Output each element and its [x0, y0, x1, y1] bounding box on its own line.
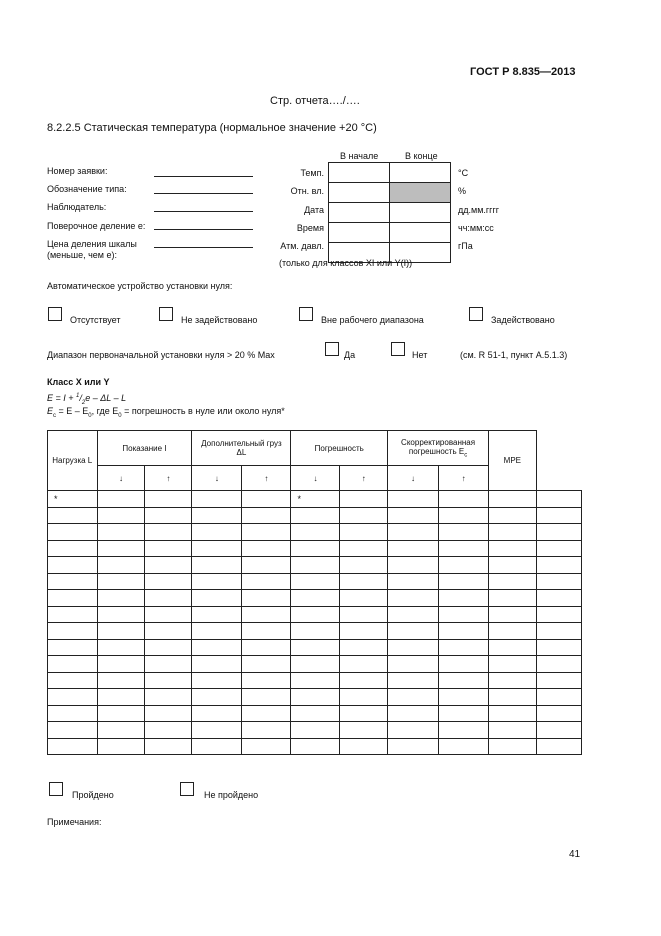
- env-unit-date: дд.мм.гггг: [458, 205, 500, 215]
- table-cell[interactable]: [388, 491, 439, 508]
- field-scale-division: Цена деления шкалы: [47, 239, 137, 249]
- table-cell[interactable]: [439, 722, 489, 739]
- table-cell[interactable]: [536, 672, 581, 689]
- env-unit-pressure: гПа: [458, 241, 473, 251]
- table-cell[interactable]: [489, 491, 536, 508]
- table-cell[interactable]: [97, 557, 145, 574]
- field-type-designation: Обозначение типа:: [47, 184, 127, 194]
- table-cell[interactable]: [489, 689, 536, 706]
- table-cell[interactable]: *: [291, 491, 340, 508]
- field-scale-division-line[interactable]: [154, 247, 253, 248]
- table-cell[interactable]: [388, 705, 439, 722]
- table-row: [48, 606, 582, 623]
- table-cell[interactable]: [489, 705, 536, 722]
- notes-label: Примечания:: [47, 817, 102, 827]
- table-cell[interactable]: [48, 606, 98, 623]
- env-col-end: В конце: [405, 151, 438, 161]
- standard-number: ГОСТ Р 8.835—2013: [470, 66, 576, 78]
- table-cell[interactable]: [97, 722, 145, 739]
- table-cell[interactable]: [242, 722, 291, 739]
- results-table-body: [48, 491, 582, 755]
- table-cell[interactable]: [48, 623, 98, 640]
- field-application-number: Номер заявки:: [47, 166, 108, 176]
- option-no: Нет: [412, 350, 428, 360]
- initial-zero-label: Диапазон первоначальной установки нуля > 20 % Max: [47, 350, 275, 360]
- table-cell[interactable]: [145, 524, 192, 541]
- header-corrected-error: Скорректированная погрешность $E_c$: [388, 431, 489, 466]
- table-cell[interactable]: [145, 672, 192, 689]
- table-cell[interactable]: [48, 722, 98, 739]
- field-type-designation-line[interactable]: [154, 193, 253, 194]
- table-cell[interactable]: [291, 722, 340, 739]
- table-cell[interactable]: [340, 722, 388, 739]
- table-cell[interactable]: [97, 606, 145, 623]
- option-active: Задействовано: [491, 315, 555, 325]
- env-date-end[interactable]: [390, 203, 451, 223]
- report-page: Стр. отчета…./….: [270, 95, 360, 107]
- result-failed: Не пройдено: [204, 790, 259, 800]
- option-out-of-range: Вне рабочего диапазона: [321, 315, 424, 325]
- table-cell[interactable]: [192, 507, 242, 524]
- table-cell[interactable]: [439, 672, 489, 689]
- table-cell[interactable]: [145, 738, 192, 755]
- table-cell[interactable]: [97, 590, 145, 607]
- table-cell[interactable]: [291, 689, 340, 706]
- table-cell[interactable]: [536, 507, 581, 524]
- table-cell[interactable]: [192, 705, 242, 722]
- table-cell[interactable]: [439, 738, 489, 755]
- field-observer-line[interactable]: [154, 211, 253, 212]
- table-cell[interactable]: [536, 689, 581, 706]
- table-cell[interactable]: [439, 491, 489, 508]
- table-cell[interactable]: [439, 606, 489, 623]
- table-cell[interactable]: [291, 656, 340, 673]
- table-cell[interactable]: [192, 623, 242, 640]
- table-cell[interactable]: [536, 573, 581, 590]
- class-title: Класс X или Y: [47, 377, 110, 387]
- table-cell[interactable]: [388, 738, 439, 755]
- table-cell[interactable]: [97, 639, 145, 656]
- table-cell[interactable]: [340, 606, 388, 623]
- env-temp-start[interactable]: [329, 163, 390, 183]
- table-cell[interactable]: [145, 507, 192, 524]
- env-note: (только для классов XI или Y(I)): [279, 258, 413, 268]
- env-col-start: В начале: [340, 151, 379, 161]
- table-cell[interactable]: [291, 507, 340, 524]
- table-cell[interactable]: [489, 672, 536, 689]
- table-cell[interactable]: [145, 722, 192, 739]
- table-cell[interactable]: [192, 557, 242, 574]
- table-cell[interactable]: [242, 623, 291, 640]
- table-cell[interactable]: [48, 540, 98, 557]
- table-cell[interactable]: [48, 639, 98, 656]
- table-cell[interactable]: [489, 540, 536, 557]
- table-cell[interactable]: [536, 722, 581, 739]
- arrow-up-icon: ↑: [242, 466, 291, 491]
- table-cell[interactable]: [340, 573, 388, 590]
- table-cell[interactable]: [536, 639, 581, 656]
- header-extra-load: Дополнительный груз ΔL: [192, 431, 291, 466]
- table-cell[interactable]: [192, 738, 242, 755]
- table-cell[interactable]: *: [48, 491, 98, 508]
- table-cell[interactable]: [97, 689, 145, 706]
- table-row: [48, 507, 582, 524]
- table-cell[interactable]: [242, 491, 291, 508]
- checkbox-not-active[interactable]: [159, 307, 173, 321]
- table-cell[interactable]: [192, 689, 242, 706]
- table-cell[interactable]: [242, 656, 291, 673]
- table-cell[interactable]: [145, 639, 192, 656]
- table-cell[interactable]: [242, 573, 291, 590]
- arrow-down-icon: ↓: [97, 466, 145, 491]
- table-cell[interactable]: [388, 557, 439, 574]
- table-cell[interactable]: [536, 524, 581, 541]
- table-row: [48, 722, 582, 739]
- env-label-humidity: Отн. вл.: [290, 186, 324, 196]
- table-cell[interactable]: [291, 672, 340, 689]
- table-cell[interactable]: [340, 507, 388, 524]
- env-temp-end[interactable]: [390, 163, 451, 183]
- table-cell[interactable]: [145, 573, 192, 590]
- table-row: [48, 689, 582, 706]
- table-cell[interactable]: [489, 507, 536, 524]
- table-cell[interactable]: [48, 738, 98, 755]
- table-row: [48, 656, 582, 673]
- table-cell[interactable]: [439, 524, 489, 541]
- table-cell[interactable]: [489, 590, 536, 607]
- table-cell[interactable]: [489, 557, 536, 574]
- table-row: [48, 524, 582, 541]
- table-cell[interactable]: [388, 672, 439, 689]
- table-cell[interactable]: [242, 590, 291, 607]
- table-row: [48, 491, 582, 508]
- result-passed: Пройдено: [72, 790, 114, 800]
- formula-2: $E_c = E - E_0$, где $E_0$ = погрешность в нуле или около нуля*: [47, 406, 285, 419]
- section-title: 8.2.2.5 Статическая температура (нормальное значение +20 °С): [47, 122, 377, 134]
- table-cell[interactable]: [97, 573, 145, 590]
- table-cell[interactable]: [145, 689, 192, 706]
- checkbox-out-of-range[interactable]: [299, 307, 313, 321]
- table-cell[interactable]: [340, 540, 388, 557]
- arrow-up-icon: ↑: [145, 466, 192, 491]
- table-cell[interactable]: [489, 524, 536, 541]
- table-cell[interactable]: [242, 738, 291, 755]
- table-cell[interactable]: [340, 705, 388, 722]
- table-cell[interactable]: [48, 656, 98, 673]
- table-cell[interactable]: [439, 656, 489, 673]
- option-yes: Да: [344, 350, 356, 360]
- table-cell[interactable]: [291, 738, 340, 755]
- table-cell[interactable]: [340, 590, 388, 607]
- table-cell[interactable]: [388, 507, 439, 524]
- env-label-time: Время: [296, 223, 324, 233]
- table-cell[interactable]: [439, 705, 489, 722]
- field-scale-division-note: (меньше, чем e):: [47, 250, 117, 260]
- table-cell[interactable]: [48, 557, 98, 574]
- table-cell[interactable]: [291, 590, 340, 607]
- env-humidity-start[interactable]: [329, 183, 390, 203]
- table-row: [48, 738, 582, 755]
- checkbox-active[interactable]: [469, 307, 483, 321]
- table-cell[interactable]: [242, 540, 291, 557]
- table-cell[interactable]: [489, 623, 536, 640]
- header-mpe: МРЕ: [489, 431, 536, 491]
- table-cell[interactable]: [340, 738, 388, 755]
- table-cell[interactable]: [388, 606, 439, 623]
- checkbox-failed[interactable]: [180, 782, 194, 796]
- table-cell[interactable]: [388, 540, 439, 557]
- table-row: [48, 573, 582, 590]
- env-label-temp: Темп.: [300, 168, 324, 178]
- table-row: [48, 639, 582, 656]
- table-cell[interactable]: [48, 590, 98, 607]
- table-cell[interactable]: [145, 623, 192, 640]
- table-cell[interactable]: [192, 672, 242, 689]
- table-cell[interactable]: [97, 540, 145, 557]
- field-verification-division: Поверочное деление e:: [47, 221, 146, 231]
- table-cell[interactable]: [489, 639, 536, 656]
- env-label-date: Дата: [304, 205, 324, 215]
- table-cell[interactable]: [242, 524, 291, 541]
- table-cell[interactable]: [291, 606, 340, 623]
- table-cell[interactable]: [489, 722, 536, 739]
- header-error: Погрешность: [291, 431, 388, 466]
- table-cell[interactable]: [291, 524, 340, 541]
- table-cell[interactable]: [340, 689, 388, 706]
- checkbox-absent[interactable]: [48, 307, 62, 321]
- table-cell[interactable]: [388, 689, 439, 706]
- results-table: [47, 430, 582, 755]
- table-cell[interactable]: [48, 524, 98, 541]
- table-cell[interactable]: [536, 705, 581, 722]
- table-cell[interactable]: [439, 540, 489, 557]
- arrow-down-icon: ↓: [388, 466, 439, 491]
- table-cell[interactable]: [388, 639, 439, 656]
- table-cell[interactable]: [145, 656, 192, 673]
- table-cell[interactable]: [242, 507, 291, 524]
- checkbox-no[interactable]: [391, 342, 405, 356]
- table-cell[interactable]: [242, 705, 291, 722]
- table-cell[interactable]: [192, 524, 242, 541]
- table-cell[interactable]: [439, 573, 489, 590]
- table-cell[interactable]: [145, 491, 192, 508]
- table-cell[interactable]: [192, 639, 242, 656]
- table-cell[interactable]: [388, 590, 439, 607]
- table-cell[interactable]: [388, 656, 439, 673]
- page-number: 41: [569, 849, 581, 860]
- table-cell[interactable]: [489, 656, 536, 673]
- table-cell[interactable]: [439, 557, 489, 574]
- header-load: Нагрузка L: [48, 431, 98, 491]
- env-table: [328, 162, 451, 263]
- table-cell[interactable]: [192, 606, 242, 623]
- table-cell[interactable]: [489, 573, 536, 590]
- table-cell[interactable]: [97, 623, 145, 640]
- table-cell[interactable]: [97, 524, 145, 541]
- checkbox-passed[interactable]: [49, 782, 63, 796]
- table-cell[interactable]: [340, 639, 388, 656]
- table-cell[interactable]: [48, 705, 98, 722]
- table-cell[interactable]: [439, 689, 489, 706]
- table-cell[interactable]: [388, 524, 439, 541]
- table-cell[interactable]: [48, 507, 98, 524]
- table-row: [48, 672, 582, 689]
- env-unit-time: чч:мм:сс: [458, 223, 494, 233]
- table-cell[interactable]: [388, 623, 439, 640]
- table-cell[interactable]: [291, 705, 340, 722]
- arrow-up-icon: ↑: [340, 466, 388, 491]
- table-cell[interactable]: [242, 606, 291, 623]
- table-row: [48, 590, 582, 607]
- table-cell[interactable]: [291, 623, 340, 640]
- env-unit-temp: °С: [458, 168, 469, 178]
- field-application-number-line[interactable]: [154, 176, 253, 177]
- option-not-active: Не задействовано: [181, 315, 258, 325]
- env-time-end[interactable]: [390, 223, 451, 243]
- table-cell[interactable]: [340, 672, 388, 689]
- table-row: [48, 540, 582, 557]
- table-cell[interactable]: [291, 639, 340, 656]
- table-cell[interactable]: [388, 722, 439, 739]
- initial-zero-ref: (см. R 51-1, пункт A.5.1.3): [460, 350, 568, 360]
- table-cell[interactable]: [439, 639, 489, 656]
- table-cell[interactable]: [291, 573, 340, 590]
- table-cell[interactable]: [192, 540, 242, 557]
- formula-1: $E = I + ^1/_2e - \Delta L - L$: [47, 393, 127, 406]
- table-cell[interactable]: [489, 738, 536, 755]
- header-reading: Показание I: [97, 431, 192, 466]
- table-cell[interactable]: [97, 491, 145, 508]
- arrow-down-icon: ↓: [291, 466, 340, 491]
- table-cell[interactable]: [536, 540, 581, 557]
- arrow-down-icon: ↓: [192, 466, 242, 491]
- table-cell[interactable]: [242, 689, 291, 706]
- field-observer: Наблюдатель:: [47, 202, 107, 212]
- table-cell[interactable]: [388, 573, 439, 590]
- table-cell[interactable]: [536, 623, 581, 640]
- table-cell[interactable]: [48, 689, 98, 706]
- table-cell[interactable]: [439, 507, 489, 524]
- table-row: [48, 557, 582, 574]
- table-cell[interactable]: [192, 722, 242, 739]
- table-cell[interactable]: [536, 738, 581, 755]
- table-cell[interactable]: [97, 656, 145, 673]
- table-cell[interactable]: [242, 639, 291, 656]
- table-cell[interactable]: [192, 656, 242, 673]
- table-cell[interactable]: [340, 524, 388, 541]
- table-row: [48, 623, 582, 640]
- table-cell[interactable]: [242, 557, 291, 574]
- table-cell[interactable]: [439, 623, 489, 640]
- table-cell[interactable]: [489, 606, 536, 623]
- table-cell[interactable]: [97, 738, 145, 755]
- table-cell[interactable]: [97, 507, 145, 524]
- table-cell[interactable]: [340, 656, 388, 673]
- table-cell[interactable]: [145, 557, 192, 574]
- option-absent: Отсутствует: [70, 315, 121, 325]
- env-humidity-end: [390, 183, 451, 203]
- table-cell[interactable]: [291, 540, 340, 557]
- table-cell[interactable]: [536, 656, 581, 673]
- table-cell[interactable]: [97, 672, 145, 689]
- table-cell[interactable]: [242, 672, 291, 689]
- table-cell[interactable]: [291, 557, 340, 574]
- table-cell[interactable]: [340, 623, 388, 640]
- env-unit-humidity: %: [458, 186, 467, 196]
- table-cell[interactable]: [192, 573, 242, 590]
- table-cell[interactable]: [48, 672, 98, 689]
- env-date-start[interactable]: [329, 203, 390, 223]
- auto-zero-label: Автоматическое устройство установки нуля:: [47, 281, 233, 291]
- field-verification-division-line[interactable]: [154, 229, 253, 230]
- table-cell[interactable]: [439, 590, 489, 607]
- table-cell[interactable]: [97, 705, 145, 722]
- env-time-start[interactable]: [329, 223, 390, 243]
- table-cell[interactable]: [48, 573, 98, 590]
- table-cell[interactable]: [145, 705, 192, 722]
- table-cell[interactable]: [536, 557, 581, 574]
- env-label-pressure: Атм. давл.: [280, 241, 324, 251]
- table-cell[interactable]: [145, 606, 192, 623]
- table-cell[interactable]: [536, 491, 581, 508]
- checkbox-yes[interactable]: [325, 342, 339, 356]
- table-cell[interactable]: [145, 590, 192, 607]
- table-cell[interactable]: [340, 491, 388, 508]
- arrow-up-icon: ↑: [439, 466, 489, 491]
- table-cell[interactable]: [536, 606, 581, 623]
- table-cell[interactable]: [536, 590, 581, 607]
- table-cell[interactable]: [192, 590, 242, 607]
- table-row: [48, 705, 582, 722]
- table-cell[interactable]: [192, 491, 242, 508]
- table-cell[interactable]: [145, 540, 192, 557]
- table-cell[interactable]: [340, 557, 388, 574]
